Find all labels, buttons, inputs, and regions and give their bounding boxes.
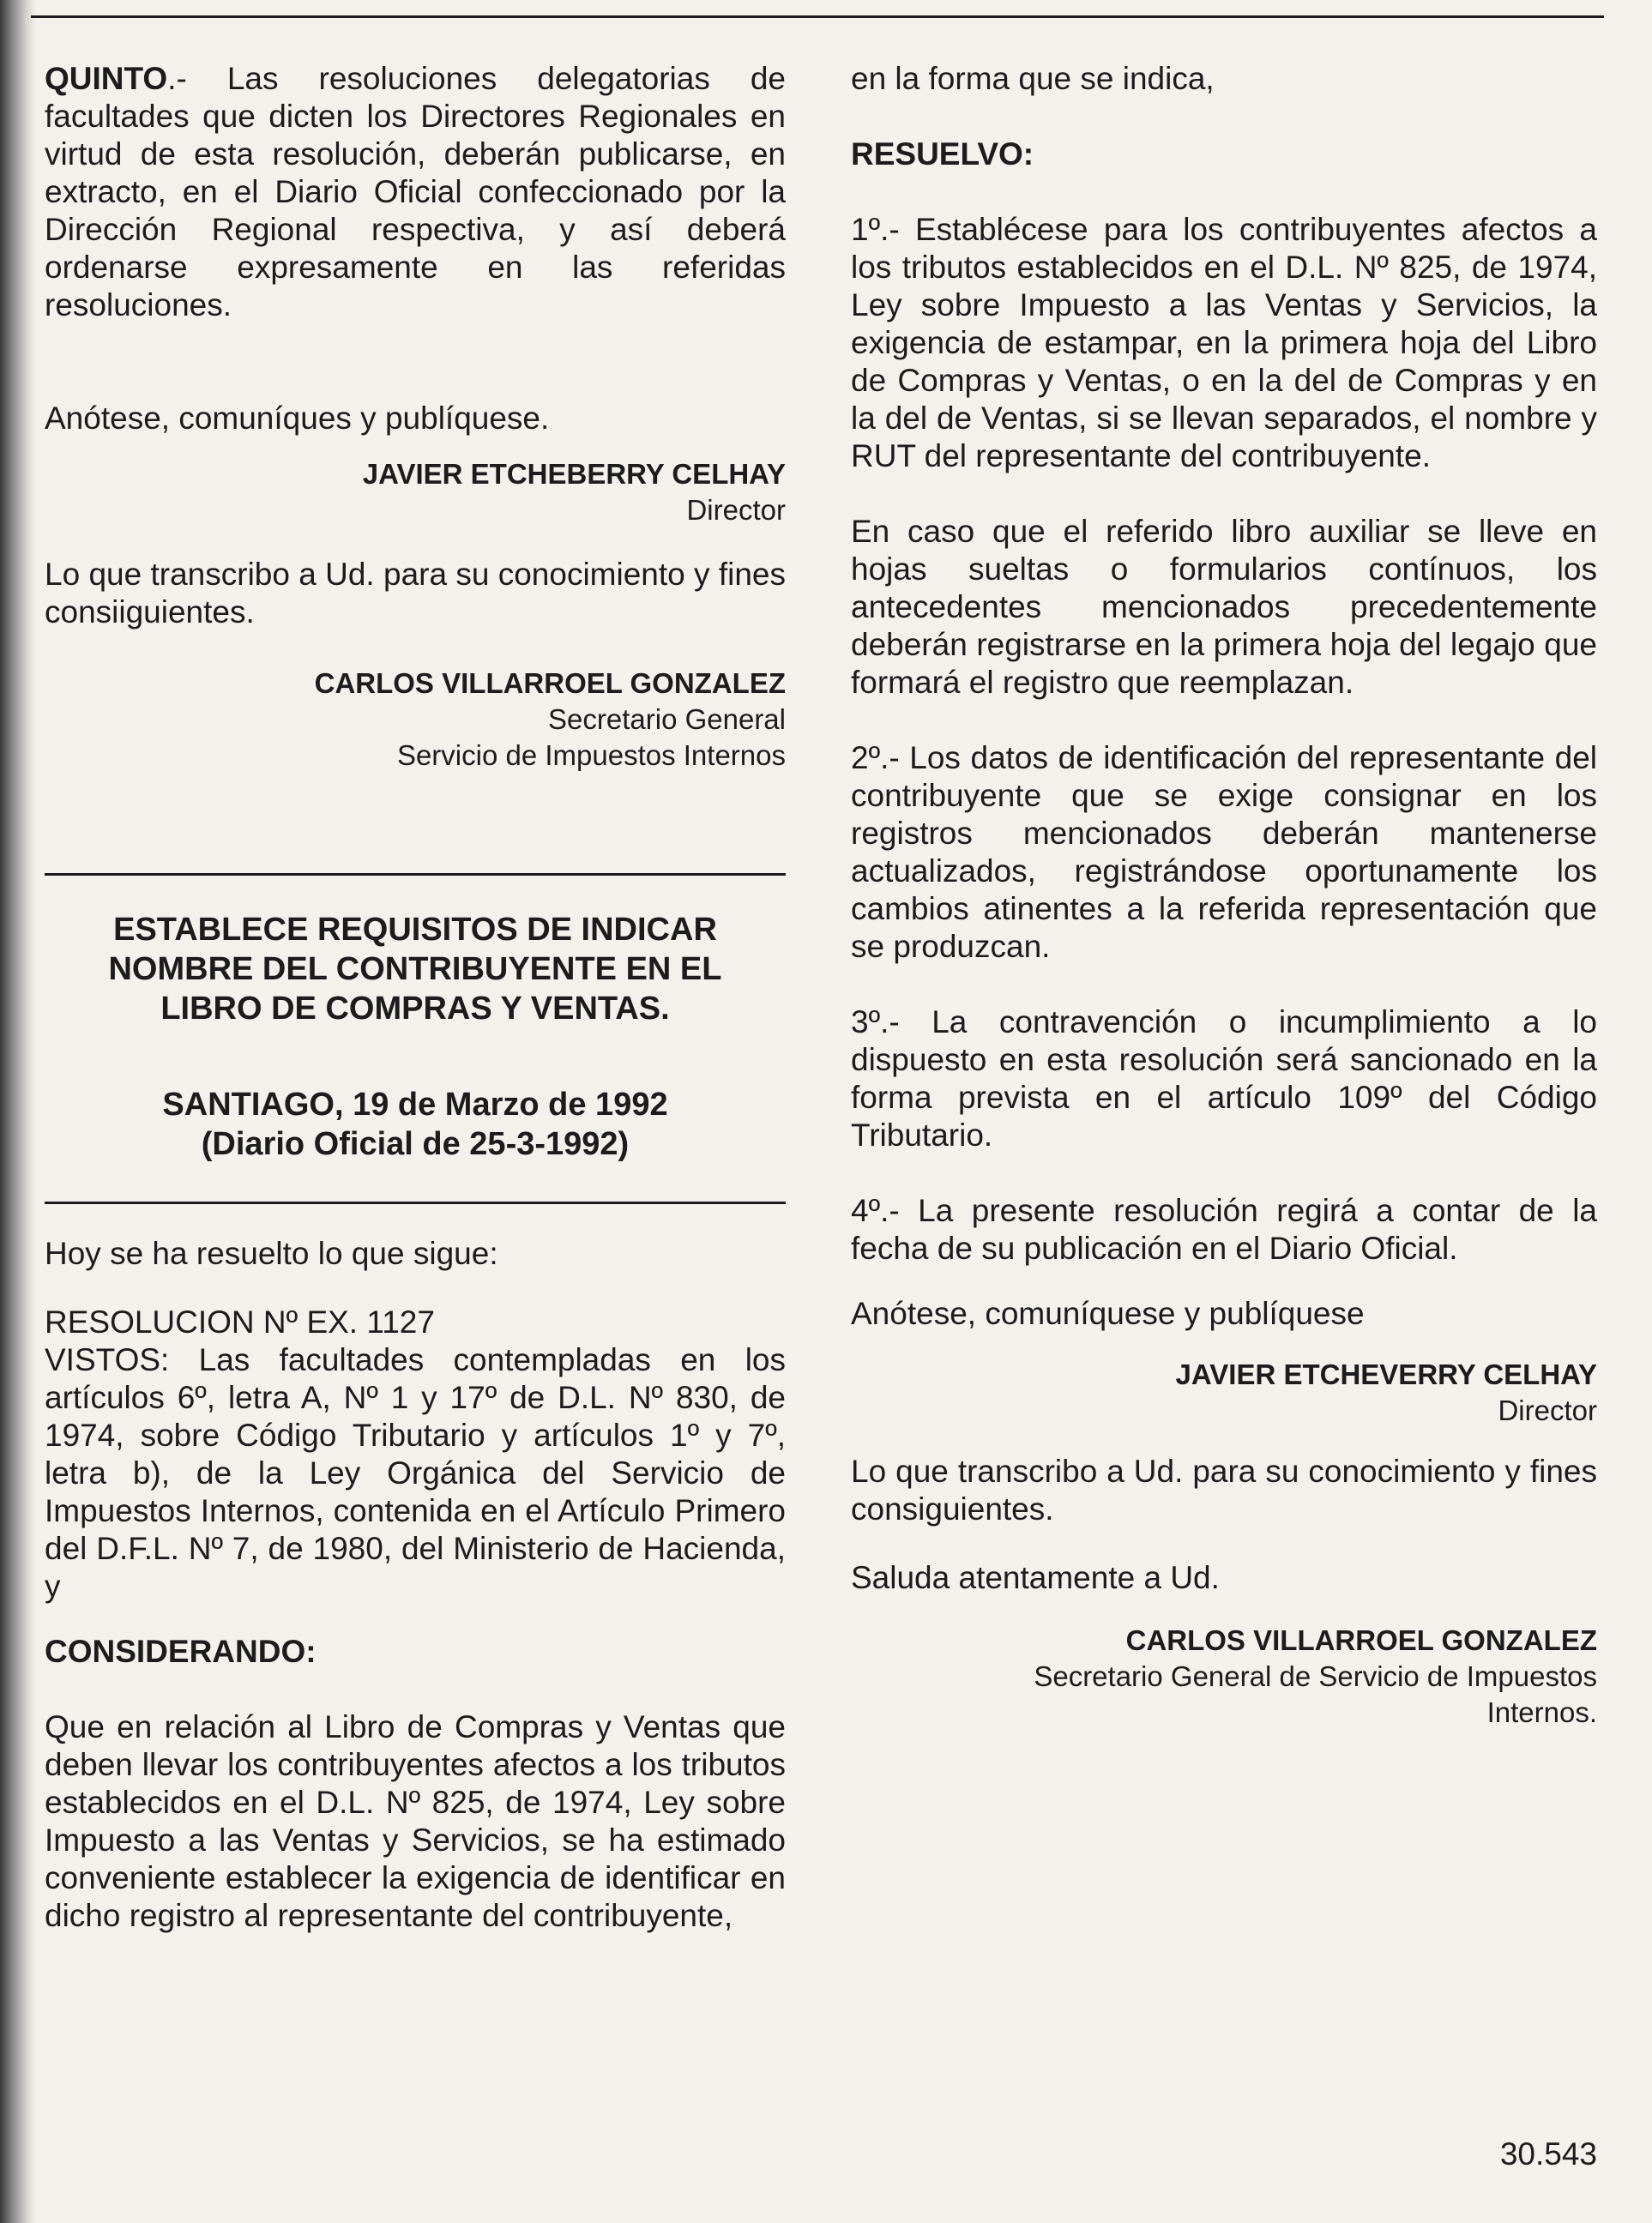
signature-block-1 bbox=[45, 456, 786, 528]
transcribo-left: Lo que transcribo a Ud. para su conocimiento y fines consiiguientes. bbox=[45, 557, 786, 630]
signature-title: Director bbox=[1498, 1395, 1597, 1426]
considerando-paragraph: Que en relación al Libro de Compras y Ventas que deben llevar los contribuyentes afectos a los tributos establecidos en el D.L. Nº 825, de 1974, Ley sobre Impuesto a las Ventas y Servicios, se ha estimado conveniente establecer la exigencia de identificar en dicho registro al representante del contribuyente, bbox=[45, 1709, 786, 1933]
diario-line: (Diario Oficial de 25-3-1992) bbox=[201, 1126, 630, 1162]
page-number: 30.543 bbox=[1499, 2136, 1597, 2172]
signature-block-2 bbox=[45, 666, 786, 774]
date-line: SANTIAGO, 19 de Marzo de 1992 bbox=[162, 1087, 668, 1123]
top-rule bbox=[31, 15, 1604, 18]
signature-title: Secretario General bbox=[548, 703, 786, 735]
resolution-title: ESTABLECE REQUISITOS DE INDICAR NOMBRE DEL CONTRIBUYENTE EN EL LIBRO DE COMPRAS Y VENTAS. bbox=[108, 912, 722, 1027]
article-3: 3º.- La contravención o incumplimiento a lo dispuesto en esta resolución será sancionado en la forma prevista en el artículo 109º del Código Tributario. bbox=[851, 1004, 1597, 1153]
section-divider-bottom bbox=[45, 1202, 786, 1204]
section-divider-top bbox=[45, 873, 786, 876]
resolucion-number: RESOLUCION Nº EX. 1127 bbox=[45, 1304, 435, 1340]
article-4: 4º.- La presente resolución regirá a contar de la fecha de su publicación en el Diario Oficial. bbox=[851, 1193, 1597, 1266]
forma-text: en la forma que se indica, bbox=[851, 61, 1215, 96]
resuelvo-heading: RESUELVO: bbox=[851, 136, 1034, 172]
anotese-right: Anótese, comuníquese y publíquese bbox=[851, 1296, 1365, 1331]
signature-title: Secretario General de Servicio de Impuestos bbox=[1034, 1660, 1597, 1692]
vistos-paragraph: VISTOS: Las facultades contempladas en los artículos 6º, letra A, Nº 1 y 17º de D.L. Nº 830, de 1974, sobre Código Tributario y artículos 1º y 7º, letra b), de la Ley Orgánica del Servicio de Impuestos Internos, contenida en el Artículo Primero del D.F.L. Nº 7, de 1980, del Ministerio de Hacienda, y bbox=[45, 1342, 786, 1604]
right-column bbox=[851, 60, 1597, 1731]
transcribo-right: Lo que transcribo a Ud. para su conocimiento y fines consiguientes. bbox=[851, 1454, 1597, 1527]
signature-block-4 bbox=[851, 1623, 1597, 1731]
binding-shadow bbox=[0, 0, 36, 2223]
signature-name: JAVIER ETCHEVERRY CELHAY bbox=[1175, 1358, 1597, 1390]
quinto-label: QUINTO bbox=[45, 61, 168, 96]
saluda-text: Saluda atentamente a Ud. bbox=[851, 1560, 1220, 1595]
hoy-text: Hoy se ha resuelto lo que sigue: bbox=[45, 1236, 498, 1271]
article-2: 2º.- Los datos de identificación del representante del contribuyente que se exige consignar en los registros mencionados deberán mantenerse actualizados, registrándose oportunamente los cambios atinentes a la referida representación que se produzcan. bbox=[851, 740, 1597, 964]
quinto-paragraph bbox=[45, 60, 786, 324]
considerando-heading: CONSIDERANDO: bbox=[45, 1634, 317, 1669]
signature-title: Director bbox=[686, 494, 786, 526]
signature-name: JAVIER ETCHEBERRY CELHAY bbox=[362, 458, 786, 490]
anotese-left: Anótese, comuníques y publíquese. bbox=[45, 401, 550, 436]
left-column bbox=[45, 60, 786, 1935]
signature-block-3 bbox=[851, 1357, 1597, 1429]
signature-name: CARLOS VILLARROEL GONZALEZ bbox=[1125, 1624, 1597, 1656]
signature-name: CARLOS VILLARROEL GONZALEZ bbox=[314, 667, 786, 699]
signature-title: Internos. bbox=[1486, 1696, 1597, 1728]
quinto-text: .- Las resoluciones delegatorias de facultades que dicten los Directores Regionales en virtud de esta resolución, deberán publicarse, en extracto, en el Diario Oficial confeccionado por la Dirección Regional respectiva, y así deberá ordenarse expresamente en las referidas resoluciones. bbox=[45, 61, 786, 322]
article-1: 1º.- Establécese para los contribuyentes afectos a los tributos establecidos en el D.L. Nº 825, de 1974, Ley sobre Impuesto a las Ventas y Servicios, la exigencia de estampar, en la primera hoja del Libro de Compras y Ventas, o en la del de Compras y en la del de Ventas, si se llevan separados, el nombre y RUT del representante del contribuyente. bbox=[851, 212, 1597, 473]
signature-title: Servicio de Impuestos Internos bbox=[396, 739, 786, 771]
article-1-caso: En caso que el referido libro auxiliar se lleve en hojas sueltas o formularios contínuos, los antecedentes mencionados precedentemente deberán registrarse en la primera hoja del legajo que formará el registro que reemplazan. bbox=[851, 514, 1597, 700]
